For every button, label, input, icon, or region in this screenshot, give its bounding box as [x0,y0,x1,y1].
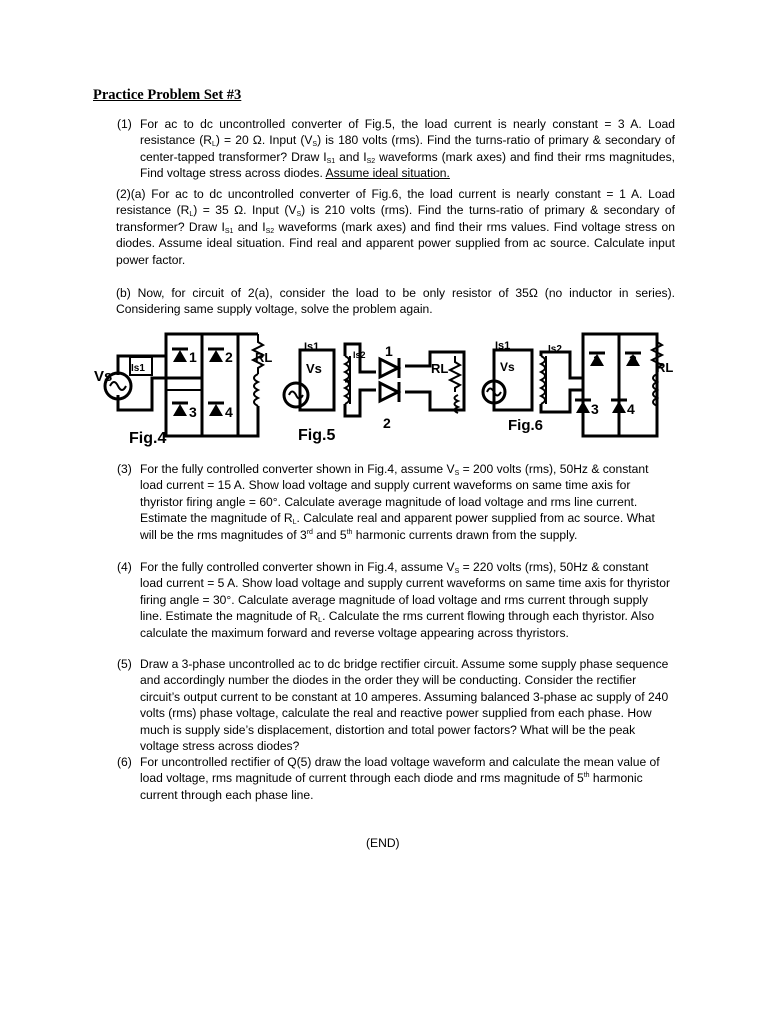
q6-text: For uncontrolled rectifier of Q(5) draw the load voltage waveform and calculate the mean value of load voltage, rms magnitude of current through each diode and rms magnitude of 5th harmonic current through each phase line. [140,755,660,802]
fig5-diode-1-label: 1 [385,343,393,359]
q5-text: Draw a 3-phase uncontrolled ac to dc bridge rectifier circuit. Assume some supply phase sequence and accordingly number the diodes in the order they will be conducting. Consider the rectifier circuit’s output current to be constant at 10 amperes. Assuming balanced 3-phase ac supply of 240 volts (rms) phase voltage, calculate the real and reactive power supplied from each phase. How much is supply side’s displacement, distortion and total power factors? What will be the peak voltage stress across diodes? [140,657,669,754]
figure-4-devices [172,349,224,416]
q5-number: (5) [117,657,132,671]
q3-text: For the fully controlled converter shown in Fig.4, assume $V_S = 200$ volts (rms), 50Hz & constant load current = 15 A. Show load voltage and supply current waveforms on same time axis for thyristor firing angle = 60°. Calculate average magnitude of load voltage and rms line current. Estimate the magnitude of $R_L$. Calculate real and apparent power supplied from ac source. What will be the rms magnitudes of 3rd and 5th harmonic currents drawn from the supply. [140,462,655,542]
fig4-thyristor-4-label: 4 [225,404,233,420]
page-title: Practice Problem Set #3 [93,87,242,103]
q2a-text: (2)(a) For ac to dc uncontrolled converter of Fig.6, the load current is nearly constant = 1 A. Load resistance $(R_L) = 35$ Ω. Input $(V_S)$ is 210 volts (rms). Find the turns-ratio of primary & secondary of transformer? Draw $I_{S1}$ and $I_{S2}$ waveforms (mark axes) and find their rms values. Find voltage stress on diodes. Assume ideal situation. Find real and apparent power supplied from ac source. Calculate input power factor. [116,187,676,267]
fig6-is2-label: Is2 [548,344,562,355]
q2b-text: (b) Now, for circuit of 2(a), consider the load to be only resistor of 35Ω (no inductor in series). Considering same supply voltage, solve the problem again. [116,286,675,317]
figure-5-circuit [284,344,464,416]
end-marker: (END) [366,836,400,850]
fig5-is1-label: Is1 [304,341,320,353]
figure-5-devices [380,358,399,402]
fig5-diode-2-label: 2 [383,415,391,431]
fig6-vs-label: Vs [500,360,515,374]
q1-text: For ac to dc uncontrolled converter of Fig.5, the load current is nearly constant = 3 A. Load resistance $(R_L) = 20$ Ω. Input $(V_S)$ is 180 volts (rms). Find the turns-ratio of primary & secondary of center-tapped transformer? Draw $I_{S1}$ and $I_{S2}$ waveforms (mark axes) and find their rms magnitudes, Find voltage stress across diodes. Assume ideal situation. [140,117,676,181]
q4-number: (4) [117,560,132,574]
fig5-vs-label: Vs [306,361,322,376]
fig4-thyristor-1-label: 1 [189,349,197,365]
fig6-rl-label: RL [656,360,674,375]
fig6-diode-3-label: 3 [591,401,599,417]
fig6-is1-label: Is1 [495,340,511,352]
fig4-thyristor-2-label: 2 [225,349,233,365]
fig6-diode-2-label: 2 [629,352,637,368]
q3-number: (3) [117,462,132,476]
fig6-label: Fig.6 [508,417,544,434]
fig5-is2-label: Is2 [353,350,366,360]
q1-number: (1) [117,117,132,131]
fig4-rl-label: RL [255,350,273,365]
q4-text: For the fully controlled converter shown in Fig.4, assume $V_S = 220$ volts (rms), 50Hz & constant load current = 5 A. Show load voltage and supply current waveforms on same time axis for thyristor firing angle = 30°. Calculate average magnitude of load voltage and rms current through supply line. Estimate the magnitude of $R_L$. Calculate the rms current flowing through each thyristor. Also calculate the maximum forward and reverse voltage appearing across thyristors. [140,560,671,640]
fig4-vs-label: Vs [94,368,113,385]
fig6-diode-4-label: 4 [627,401,635,417]
fig6-diode-1-label: 1 [593,352,601,368]
fig4-label: Fig.4 [129,430,167,447]
fig5-label: Fig.5 [298,427,336,444]
fig5-rl-label: RL [431,361,449,376]
fig4-thyristor-3-label: 3 [189,404,197,420]
q6-number: (6) [117,755,132,769]
circuit-figures [0,0,768,460]
fig4-is1-label: Is1 [131,363,145,374]
